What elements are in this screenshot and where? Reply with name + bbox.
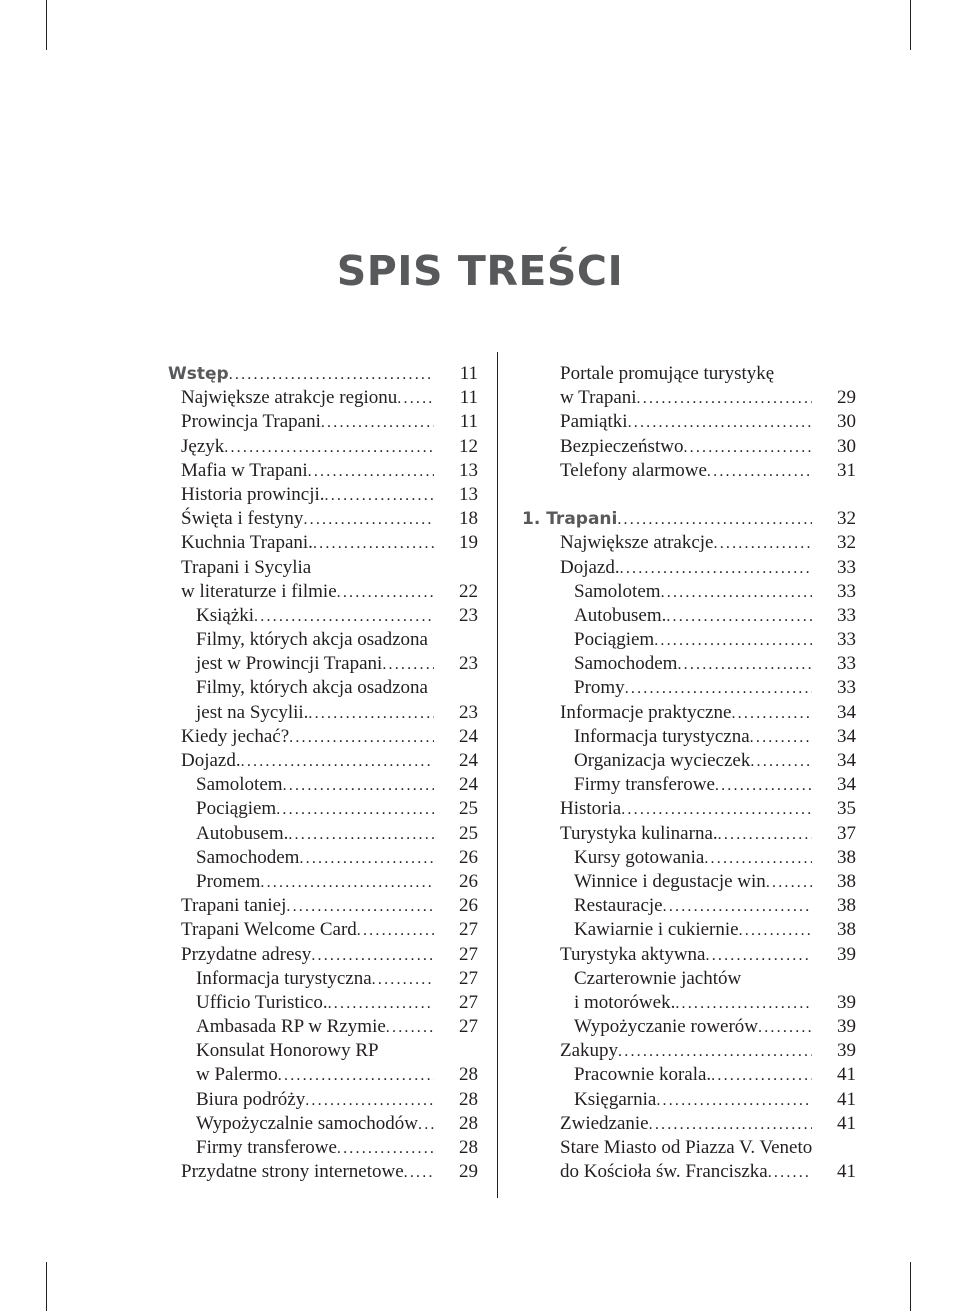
dot-leader: [706, 944, 813, 968]
toc-entry-label: Przydatne strony internetowe: [181, 1161, 404, 1183]
toc-entry-label: Trapani i Sycylia: [181, 556, 312, 578]
toc-entry-page-number: 24: [459, 774, 478, 796]
dot-leader: [618, 1040, 812, 1064]
toc-entry-label: Informacja turystyczna: [196, 967, 372, 989]
dot-leader: [675, 992, 812, 1016]
dot-leader: [704, 847, 812, 871]
toc-entry-page-number: 26: [459, 895, 478, 917]
toc-entry: [522, 435, 856, 459]
toc-entry-label: Kawiarnie i cukiernie: [574, 919, 739, 941]
toc-entry: [522, 1136, 856, 1160]
dot-leader: [654, 629, 812, 653]
toc-entry: [168, 773, 478, 797]
crop-mark-top-right: [910, 0, 911, 50]
toc-entry-label: Wypożyczalnie samochodów: [196, 1112, 419, 1134]
toc-entry: [522, 894, 856, 918]
toc-entry-label: Mafia w Trapani: [181, 459, 308, 481]
toc-entry: [168, 676, 478, 700]
dot-leader: [707, 460, 812, 484]
toc-entry-page-number: 28: [459, 1088, 478, 1110]
dot-leader: [337, 1137, 434, 1161]
toc-entry-label: Największe atrakcje: [560, 532, 714, 554]
dot-leader: [677, 653, 812, 677]
dot-leader: [321, 411, 434, 435]
toc-entry: [522, 846, 856, 870]
toc-entry-label: Filmy, których akcja osadzona: [196, 677, 428, 699]
toc-entry-label: Samolotem: [574, 580, 661, 602]
toc-entry-label: Historia: [560, 798, 622, 820]
toc-entry-page-number: 33: [837, 653, 856, 675]
toc-entry-label: Pracownie korala.: [574, 1064, 712, 1086]
toc-entry: [522, 967, 856, 991]
dot-leader: [617, 508, 812, 532]
toc-entry: [522, 943, 856, 967]
toc-entry-label: w Trapani: [560, 387, 637, 409]
toc-entry: [168, 483, 478, 507]
dot-leader: [750, 726, 812, 750]
toc-entry: [522, 604, 856, 628]
toc-entry: [168, 604, 478, 628]
dot-leader: [283, 774, 434, 798]
toc-entry-label: Samolotem: [196, 774, 283, 796]
dot-leader: [337, 581, 434, 605]
toc-entry: [522, 701, 856, 725]
toc-entry-label: Samochodem: [574, 653, 678, 675]
toc-entry: [522, 797, 856, 821]
toc-entry-label: Książki: [196, 604, 255, 626]
toc-entry: [168, 1039, 478, 1063]
toc-entry: [522, 773, 856, 797]
toc-entry-label: Promy: [574, 677, 625, 699]
toc-column-right: [522, 362, 856, 1184]
toc-entry: [522, 918, 856, 942]
toc-entry-page-number: 29: [459, 1161, 478, 1183]
toc-entry-page-number: 34: [837, 774, 856, 796]
toc-entry: [522, 1160, 856, 1184]
toc-entry-label: Zakupy: [560, 1040, 619, 1062]
toc-entry: [522, 1015, 856, 1039]
toc-entry-page-number: 32: [837, 508, 856, 530]
toc-entry-label: Zwiedzanie: [560, 1112, 649, 1134]
toc-entry-page-number: 31: [837, 459, 856, 481]
toc-entry: [522, 556, 856, 580]
dot-leader: [308, 460, 434, 484]
toc-entry-label: Portale promujące turystykę: [560, 363, 775, 384]
toc-entry: [522, 628, 856, 652]
dot-leader: [288, 823, 434, 847]
toc-entry-page-number: 19: [459, 532, 478, 554]
dot-leader: [637, 387, 812, 411]
toc-entry-label: w literaturze i filmie: [181, 580, 337, 602]
toc-entry-page-number: 24: [459, 725, 478, 747]
toc-entry: [522, 870, 856, 894]
toc-entry-page-number: 18: [459, 508, 478, 530]
toc-entry: [522, 676, 856, 700]
toc-entry-page-number: 29: [837, 387, 856, 409]
toc-entry-page-number: 27: [459, 943, 478, 965]
toc-entry: [522, 410, 856, 434]
toc-entry-page-number: 32: [837, 532, 856, 554]
toc-entry-label: Księgarnia: [574, 1088, 657, 1110]
dot-leader: [750, 750, 812, 774]
dot-leader: [683, 436, 812, 460]
toc-entry-page-number: 41: [837, 1088, 856, 1110]
dot-leader: [620, 557, 812, 581]
toc-entry-page-number: 39: [837, 1040, 856, 1062]
toc-entry: [522, 1039, 856, 1063]
dot-leader: [649, 1113, 812, 1137]
toc-entry-label: Firmy transferowe: [196, 1137, 337, 1158]
dot-leader: [382, 653, 434, 677]
dot-leader: [656, 1089, 812, 1113]
toc-entry-page-number: 41: [837, 1112, 856, 1134]
toc-entry-label: w Palermo: [196, 1064, 278, 1086]
toc-entry-label: Pociągiem: [574, 629, 655, 651]
toc-entry-page-number: 39: [837, 991, 856, 1013]
dot-leader: [739, 919, 812, 943]
dot-leader: [278, 1064, 434, 1088]
crop-mark-bottom-right: [910, 1262, 911, 1311]
toc-entry-label: Organizacja wycieczek: [574, 750, 751, 771]
toc-entry: [168, 749, 478, 773]
dot-leader: [666, 605, 812, 629]
toc-entry-label: do Kościoła św. Franciszka: [560, 1161, 768, 1183]
dot-leader: [768, 1161, 812, 1185]
dot-leader: [731, 702, 812, 726]
toc-entry-label: Autobusem.: [196, 822, 289, 844]
dot-leader: [404, 1161, 434, 1185]
toc-entry-label: Trapani taniej: [181, 895, 287, 917]
toc-entry: [168, 1063, 478, 1087]
toc-entry-label: 1. Trapani: [522, 509, 618, 530]
dot-leader: [241, 750, 434, 774]
toc-entry: [168, 918, 478, 942]
toc-entry: [168, 1015, 478, 1039]
toc-entry-label: Pociągiem: [196, 798, 277, 820]
toc-entry-label: Historia prowincji.: [181, 483, 325, 505]
dot-leader: [397, 387, 434, 411]
toc-entry-label: Konsulat Honorowy RP: [196, 1040, 379, 1062]
dot-leader: [718, 823, 812, 847]
toc-entry-label: Trapani Welcome Card: [181, 919, 357, 941]
toc-entry-label: Stare Miasto od Piazza V. Veneto: [560, 1137, 813, 1158]
toc-entry-page-number: 12: [459, 435, 478, 457]
toc-entry: [168, 797, 478, 821]
toc-entry-label: Restauracje: [574, 895, 663, 917]
toc-entry-label: Kiedy jechać?: [181, 725, 290, 747]
toc-entry-label: Winnice i degustacje win: [574, 870, 766, 892]
toc-entry-page-number: 30: [837, 411, 856, 433]
dot-leader: [229, 363, 434, 387]
toc-entry-page-number: 24: [459, 750, 478, 771]
toc-entry: [168, 410, 478, 434]
toc-entry-label: Informacje praktyczne: [560, 701, 732, 723]
toc-entry-page-number: 38: [837, 895, 856, 917]
toc-entry: [522, 1112, 856, 1136]
toc-entry-label: i motorówek.: [574, 991, 676, 1013]
toc-entry: [168, 628, 478, 652]
toc-entry-page-number: 27: [459, 991, 478, 1013]
toc-entry: [522, 386, 856, 410]
toc-entry: [168, 894, 478, 918]
dot-leader: [224, 436, 434, 460]
dot-leader: [276, 798, 434, 822]
toc-entry-page-number: 33: [837, 677, 856, 699]
toc-entry-page-number: 33: [837, 556, 856, 578]
dot-leader: [260, 871, 434, 895]
toc-entry: [168, 435, 478, 459]
toc-entry-label: Święta i festyny: [181, 508, 304, 530]
toc-entry-page-number: 39: [837, 1016, 856, 1038]
toc-column-left: [168, 362, 478, 1184]
toc-entry-label: Samochodem: [196, 846, 300, 868]
toc-entry-label: Wypożyczanie rowerów: [574, 1016, 759, 1038]
toc-section: [168, 362, 478, 386]
toc-entry: [168, 967, 478, 991]
toc-entry-label: Prowincja Trapani: [181, 411, 321, 433]
dot-leader: [289, 726, 434, 750]
toc-entry-page-number: 23: [459, 604, 478, 626]
dot-leader: [328, 992, 434, 1016]
dot-leader: [303, 508, 434, 532]
dot-leader: [357, 919, 434, 943]
column-divider: [497, 352, 498, 1198]
page-title: SPIS TREŚCI: [336, 247, 624, 295]
toc-entry: [522, 652, 856, 676]
dot-leader: [766, 871, 812, 895]
toc-entry-page-number: 41: [837, 1064, 856, 1086]
toc-entry: [168, 580, 478, 604]
dot-leader: [305, 1089, 434, 1113]
toc-entry-page-number: 38: [837, 919, 856, 941]
toc-entry: [522, 1063, 856, 1087]
dot-leader: [308, 702, 434, 726]
dot-leader: [714, 532, 813, 556]
toc-entry: [522, 749, 856, 773]
toc-entry-page-number: 26: [459, 846, 478, 868]
dot-leader: [254, 605, 434, 629]
toc-entry-page-number: 27: [459, 1016, 478, 1038]
dot-leader: [758, 1016, 812, 1040]
toc-entry-page-number: 33: [837, 629, 856, 651]
toc-entry-page-number: 23: [459, 701, 478, 723]
toc-entry-page-number: 41: [837, 1161, 856, 1183]
toc-entry-page-number: 13: [459, 483, 478, 505]
toc-entry-label: Autobusem.: [574, 604, 667, 626]
toc-entry: [168, 1136, 478, 1160]
dot-leader: [628, 411, 812, 435]
toc-entry-page-number: 38: [837, 870, 856, 892]
toc-entry-page-number: 35: [837, 798, 856, 820]
toc-entry-page-number: 33: [837, 580, 856, 602]
toc-entry-label: Ambasada RP w Rzymie: [196, 1016, 386, 1038]
dot-leader: [661, 581, 812, 605]
toc-entry: [522, 822, 856, 846]
toc-entry-label: Kursy gotowania: [574, 846, 705, 868]
toc-entry: [168, 943, 478, 967]
toc-entry: [168, 822, 478, 846]
dot-leader: [715, 774, 812, 798]
toc-entry-label: Biura podróży: [196, 1088, 306, 1110]
toc-entry-label: Największe atrakcje regionu: [181, 387, 398, 409]
toc-entry-label: Dojazd.: [560, 556, 620, 578]
toc-entry-page-number: 34: [837, 725, 856, 747]
toc-entry-label: Firmy transferowe: [574, 774, 715, 796]
toc-entry-label: Wstęp: [168, 364, 229, 384]
toc-entry-page-number: 25: [459, 798, 478, 820]
toc-entry-page-number: 28: [459, 1137, 478, 1158]
crop-mark-bottom-left: [46, 1262, 47, 1311]
toc-entry-label: Turystyka kulinarna.: [560, 822, 718, 844]
toc-entry: [168, 652, 478, 676]
dot-leader: [621, 798, 812, 822]
dot-leader: [311, 944, 434, 968]
toc-entry-page-number: 38: [837, 846, 856, 868]
toc-entry: [522, 580, 856, 604]
toc-entry: [522, 531, 856, 555]
toc-entry-page-number: 23: [459, 653, 478, 675]
toc-entry-label: Ufficio Turistico.: [196, 991, 328, 1013]
toc-entry-page-number: 37: [837, 822, 856, 844]
toc-entry-page-number: 28: [459, 1064, 478, 1086]
toc-entry: [168, 556, 478, 580]
toc-entry-label: Turystyka aktywna: [560, 943, 706, 965]
toc-section: [522, 507, 856, 531]
toc-entry-page-number: 22: [459, 580, 478, 602]
toc-entry-page-number: 27: [459, 967, 478, 989]
toc-entry-page-number: 13: [459, 459, 478, 481]
dot-leader: [625, 677, 812, 701]
toc-entry: [522, 991, 856, 1015]
dot-leader: [418, 1113, 434, 1137]
toc-entry: [522, 459, 856, 483]
toc-entry-page-number: 11: [459, 411, 478, 433]
toc-entry: [168, 870, 478, 894]
toc-entry-page-number: 34: [837, 701, 856, 723]
toc-entry: [168, 386, 478, 410]
toc-entry-label: jest w Prowincji Trapani: [196, 653, 383, 675]
toc-entry: [168, 459, 478, 483]
toc-entry-label: Przydatne adresy: [181, 943, 312, 965]
toc-entry-label: Język: [181, 435, 225, 457]
toc-entry-page-number: 27: [459, 919, 478, 941]
dot-leader: [711, 1064, 812, 1088]
toc-entry: [168, 1160, 478, 1184]
toc-entry-page-number: 30: [837, 435, 856, 457]
toc-entry: [168, 725, 478, 749]
toc-entry: [168, 507, 478, 531]
toc-entry-label: Filmy, których akcja osadzona: [196, 629, 428, 651]
toc-entry-page-number: 39: [837, 943, 856, 965]
toc-entry: [522, 725, 856, 749]
toc-entry-label: Bezpieczeństwo: [560, 435, 684, 457]
dot-leader: [663, 895, 812, 919]
toc-entry: [168, 991, 478, 1015]
toc-entry-label: Kuchnia Trapani.: [181, 532, 313, 554]
crop-mark-top-left: [46, 0, 47, 50]
dot-leader: [372, 968, 434, 992]
toc-entry-page-number: 28: [459, 1112, 478, 1134]
toc-entry-page-number: 34: [837, 750, 856, 771]
toc-entry-label: Czarterownie jachtów: [574, 967, 742, 989]
toc-entry-page-number: 11: [459, 387, 478, 409]
toc-entry: [522, 1088, 856, 1112]
toc-entry-label: jest na Sycylii.: [196, 701, 309, 723]
dot-leader: [386, 1016, 434, 1040]
toc-entry-page-number: 26: [459, 870, 478, 892]
dot-leader: [299, 847, 434, 871]
toc-entry-page-number: 11: [459, 363, 478, 384]
toc-entry: [168, 846, 478, 870]
toc-entry-label: Pamiątki: [560, 411, 628, 433]
toc-entry: [168, 531, 478, 555]
dot-leader: [325, 484, 434, 508]
toc-entry-label: Telefony alarmowe: [560, 459, 707, 481]
toc-entry-page-number: 33: [837, 604, 856, 626]
dot-leader: [286, 895, 434, 919]
toc-entry-page-number: 25: [459, 822, 478, 844]
toc-entry: [522, 362, 856, 386]
toc-entry-label: Dojazd.: [181, 750, 241, 771]
toc-entry: [168, 701, 478, 725]
toc-entry-label: Promem: [196, 870, 261, 892]
dot-leader: [313, 532, 434, 556]
toc-entry: [168, 1112, 478, 1136]
toc-entry-label: Informacja turystyczna: [574, 725, 750, 747]
toc-entry: [168, 1088, 478, 1112]
